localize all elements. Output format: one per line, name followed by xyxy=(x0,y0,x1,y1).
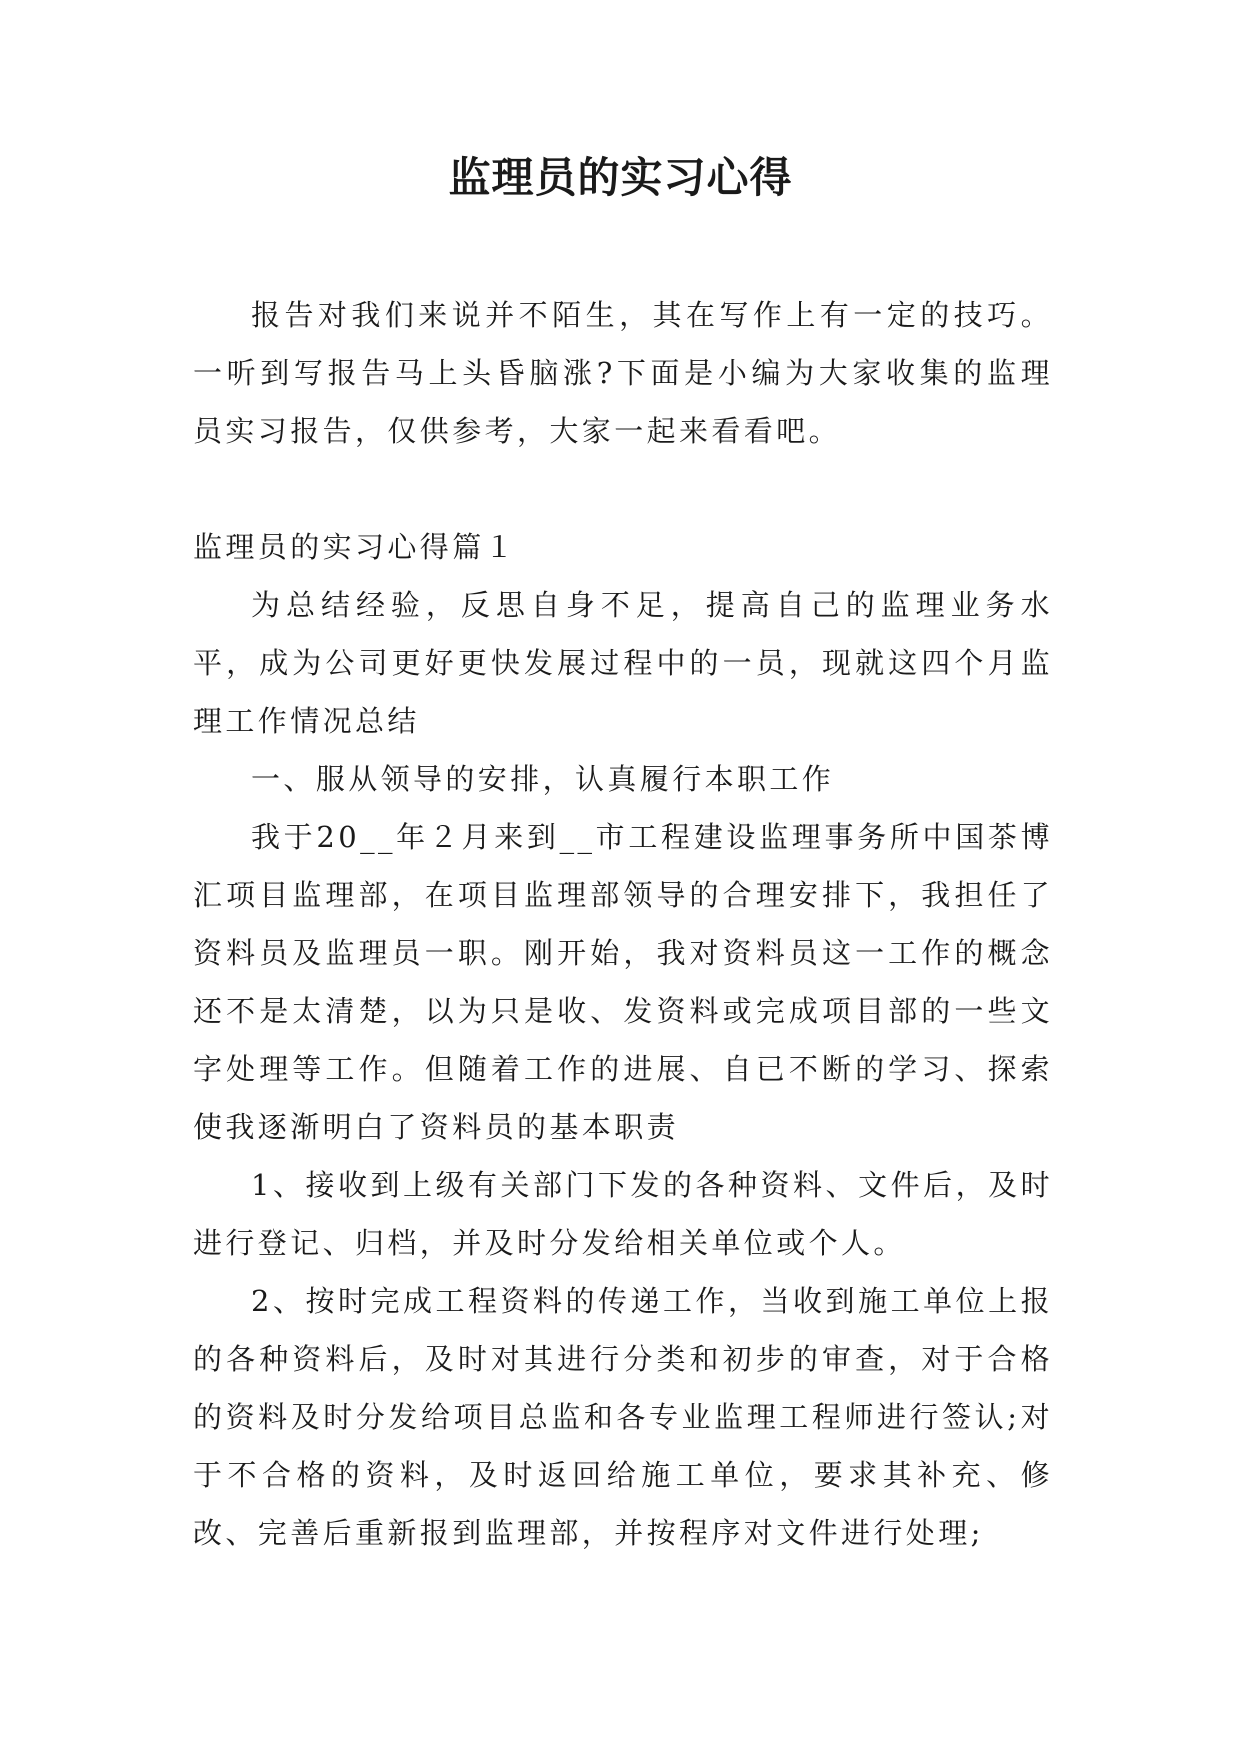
document-body xyxy=(193,286,1053,1562)
list-item-paragraph: 2、按时完成工程资料的传递工作，当收到施工单位上报的各种资料后，及时对其进行分类和初步的审查，对于合格的资料及时分发给项目总监和各专业监理工程师进行签认;对于不合格的资料，及时返回给施工单位，要求其补充、修改、完善后重新报到监理部，并按程序对文件进行处理; xyxy=(193,1284,1053,1550)
body-paragraph: 我于20__年２月来到__市工程建设监理事务所中国茶博汇项目监理部，在项目监理部领导的合理安排下，我担任了资料员及监理员一职。刚开始，我对资料员这一工作的概念还不是太清楚，以为只是收、发资料或完成项目部的一些文字处理等工作。但随着工作的进展、自已不断的学习、探索使我逐渐明白了资料员的基本职责 xyxy=(193,820,1053,1144)
document-title: 监理员的实习心得 xyxy=(448,153,793,202)
intro-paragraph: 报告对我们来说并不陌生，其在写作上有一定的技巧。一听到写报告马上头昏脑涨?下面是小编为大家收集的监理员实习报告，仅供参考，大家一起来看看吧。 xyxy=(193,298,1053,448)
list-item-paragraph: 1、接收到上级有关部门下发的各种资料、文件后，及时进行登记、归档，并及时分发给相关单位或个人。 xyxy=(193,1168,1053,1260)
body-paragraph: 为总结经验，反思自身不足，提高自己的监理业务水平，成为公司更好更快发展过程中的一员，现就这四个月监理工作情况总结 xyxy=(193,588,1053,738)
subheading-paragraph: 一、服从领导的安排，认真履行本职工作 xyxy=(251,762,835,796)
section-heading: 监理员的实习心得篇１ xyxy=(193,530,518,564)
